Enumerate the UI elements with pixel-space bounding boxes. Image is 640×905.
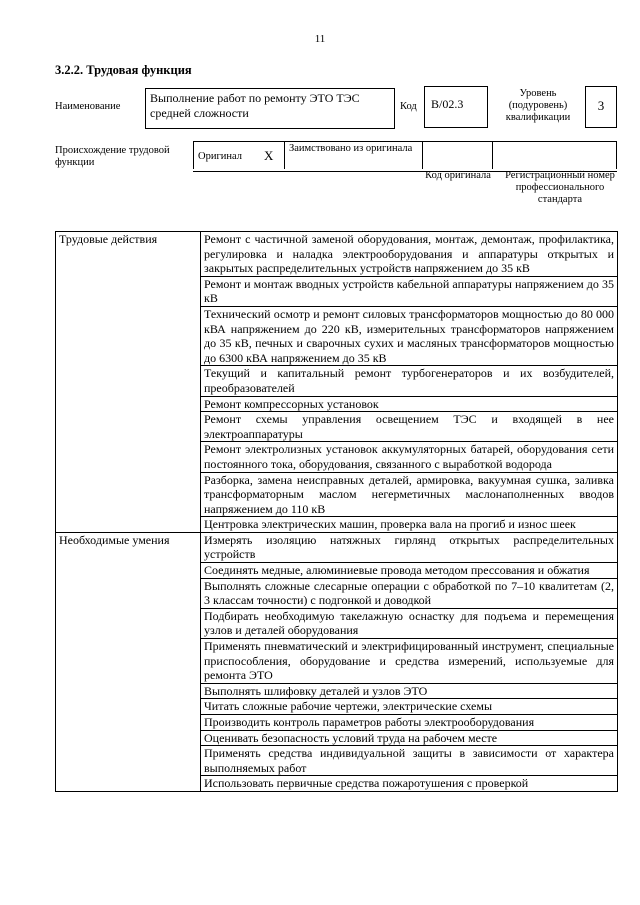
item-cell: Технический осмотр и ремонт силовых трансформаторов мощностью до 80 000 кВА напряжением до 220 кВ, измерительных трансформаторов напряжением до 35 кВ, печных и сварочных сухих и масляных трансформаторов мощностью до 6300 кВА напряжением до 35 кВ [201,306,618,365]
function-table [55,231,618,792]
table-row [56,232,618,277]
reg-number-cell [493,142,617,169]
item-cell: Ремонт компрессорных установок [201,396,618,412]
item-cell: Измерять изоляцию натяжных гирлянд открытых распределительных устройств [201,532,618,562]
code-label: Код [400,101,417,112]
origin-code-label: Код оригинала [425,170,491,181]
origin-label: Происхождение трудовой функции [55,145,170,168]
name-label: Наименование [55,101,121,112]
borrowed-label: Заимствовано из оригинала [289,143,413,154]
item-cell: Ремонт с частичной заменой оборудования, монтаж, демонтаж, профилактика, регулировка и наладка электрооборудования и аппаратуры открытых и закрытых распределительных устройств напряжением до 35 кВ [201,232,618,277]
level-label: Уровень (подуровень) квалификации [505,88,571,123]
original-cell [193,142,285,169]
level-value-box: 3 [585,86,617,128]
item-cell: Выполнять шлифовку деталей и узлов ЭТО [201,683,618,699]
item-cell: Разборка, замена неисправных деталей, армировка, вакуумная сушка, заливка трансформаторным маслом негерметичных маслонаполненных вводов напряжением до 110 кВ [201,472,618,517]
code-value-box: В/02.3 [424,86,488,128]
item-cell: Использовать первичные средства пожаротушения с проверкой [201,776,618,792]
item-cell: Выполнять сложные слесарные операции с обработкой по 7–10 квалитетам (2, 3 классам точности) с подгонкой и доводкой [201,578,618,608]
original-mark: Х [264,148,274,163]
category-cell: Необходимые умения [56,532,201,791]
function-name-box: Выполнение работ по ремонту ЭТО ТЭС средней сложности [145,88,395,129]
original-label: Оригинал [198,151,242,162]
item-cell: Ремонт схемы управления освещением ТЭС и входящей в нее электроаппаратуры [201,412,618,442]
item-cell: Оценивать безопасность условий труда на рабочем месте [201,730,618,746]
item-cell: Подбирать необходимую такелажную оснастку для подъема и перемещения узлов и деталей оборудования [201,608,618,638]
item-cell: Соединять медные, алюминиевые провода методом прессования и обжатия [201,563,618,579]
origin-row [193,141,617,172]
item-cell: Текущий и капитальный ремонт турбогенераторов и их возбудителей, преобразователей [201,366,618,396]
item-cell: Центровка электрических машин, проверка вала на прогиб и износ шеек [201,517,618,533]
item-cell: Ремонт и монтаж вводных устройств кабельной аппаратуры напряжением до 35 кВ [201,276,618,306]
item-cell: Производить контроль параметров работы электрооборудования [201,715,618,731]
borrowed-cell [285,142,423,169]
item-cell: Применять средства индивидуальной защиты в зависимости от характера выполняемых работ [201,746,618,776]
function-table-body [56,232,618,792]
item-cell: Применять пневматический и электрифицированный инструмент, специальные приспособления, оборудование и средства измерений, используемые для ремонта ЭТО [201,639,618,684]
section-title: 3.2.2. Трудовая функция [55,63,192,77]
page-number: 11 [314,33,326,45]
item-cell: Ремонт электролизных установок аккумуляторных батарей, оборудования сети постоянного тока, оборудования, связанного с выработкой водорода [201,442,618,472]
table-row [56,532,618,562]
item-cell: Читать сложные рабочие чертежи, электрические схемы [201,699,618,715]
origin-code-cell [423,142,493,169]
reg-number-label: Регистрационный номер профессионального стандарта [505,170,615,205]
category-cell: Трудовые действия [56,232,201,533]
